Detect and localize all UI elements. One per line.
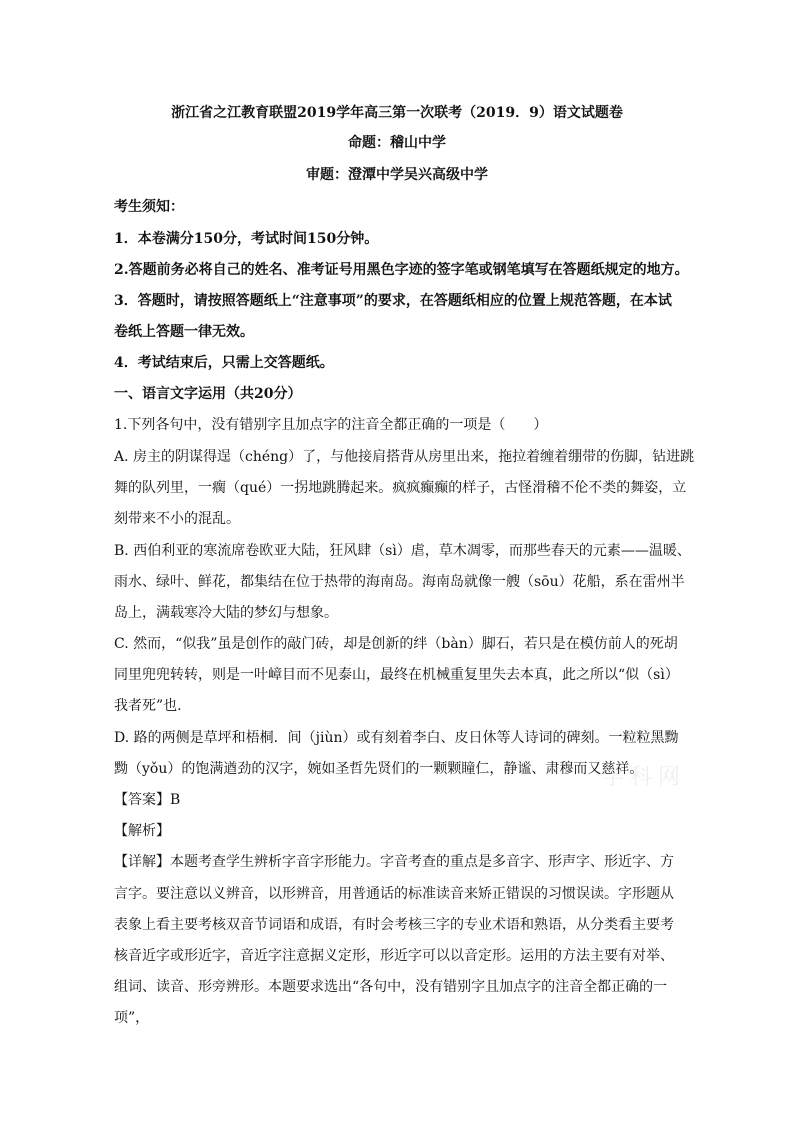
reviewer-line: 审题：澄潭中学吴兴高级中学 xyxy=(306,167,488,183)
option-c-line-1: C. 然而，“似我”虽是创作的敲门砖，却是创新的绊（bàn）脚石，若只是在模仿前人的死胡 xyxy=(114,636,678,652)
notice-heading: 考生须知： xyxy=(114,199,184,215)
setter-line: 命题：稽山中学 xyxy=(348,135,446,151)
notice-item-2: 2.答题前务必将自己的姓名、准考证号用黑色字迹的签字笔或钢笔填写在答题纸规定的地方。 xyxy=(114,262,689,278)
option-b-line-2: 雨水、绿叶、鲜花，都集结在位于热带的海南岛。海南岛就像一艘（sōu）花船，系在雷州半 xyxy=(114,574,685,590)
explanation-line-4: 核音近字或形近字，音近字注意据义定形，形近字可以以音定形。运用的方法主要有对举、 xyxy=(114,948,674,964)
option-b-line-1: B. 西伯利亚的寒流席卷欧亚大陆，狂风肆（sì）虐，草木凋零，而那些春天的元素——温暖、 xyxy=(114,543,691,559)
answer-label: 【答案】B xyxy=(114,792,181,808)
explanation-line-1: 【详解】本题考查学生辨析字音字形能力。字音考查的重点是多音字、形声字、形近字、方 xyxy=(114,854,674,870)
notice-item-3-line-1: 3．答题时，请按照答题纸上“注意事项”的要求，在答题纸相应的位置上规范答题，在本试 xyxy=(114,293,672,309)
notice-item-4: 4．考试结束后，只需上交答题纸。 xyxy=(114,355,334,371)
option-a-line-2: 舞的队列里，一瘸（qué）一拐地跳腾起来。疯疯癫癫的样子，古怪滑稽不伦不类的舞姿，立 xyxy=(114,480,687,496)
option-b-line-3: 岛上，满载寒冷大陆的梦幻与想象。 xyxy=(114,605,338,621)
explanation-line-3: 表象上看主要考核双音节词语和成语，有时会考核三字的专业术语和熟语，从分类看主要考 xyxy=(114,917,674,933)
notice-item-3-line-2: 卷纸上答题一律无效。 xyxy=(114,324,254,340)
option-a-line-3: 刻带来不小的混乱。 xyxy=(114,511,240,527)
section-heading: 一、语言文字运用（共20分） xyxy=(114,386,302,402)
notice-item-1: 1．本卷满分150分，考试时间150分钟。 xyxy=(114,231,379,247)
exam-title: 浙江省之江教育联盟2019学年高三第一次联考（2019．9）语文试题卷 xyxy=(171,105,623,121)
option-d-line-2: 黝（yǒu）的饱满遒劲的汉字，婉如圣哲先贤们的一颗颗瞳仁，静谧、肃穆而又慈祥。 xyxy=(114,761,644,777)
explanation-line-5: 组词、读音、形旁辨形。本题要求选出“各句中，没有错别字且加点字的注音全都正确的一 xyxy=(114,979,668,995)
option-d-line-1: D. 路的两侧是草坪和梧桐．间（jiùn）或有刻着李白、皮日休等人诗词的碑刻。一粒粒黑黝 xyxy=(114,730,679,746)
watermark: 学科网 xyxy=(602,765,687,790)
analysis-label: 【解析】 xyxy=(114,823,170,839)
option-a-line-1: A. 房主的阴谋得逞（chéng）了，与他接肩搭背从房里出来，拖拉着缠着绷带的伤脚，钻进跳 xyxy=(114,449,695,465)
option-c-line-2: 同里兜兜转转，则是一叶嶂目而不见泰山，最终在机械重复里失去本真，此之所以“似（sì） xyxy=(114,667,679,683)
explanation-line-2: 言字。要注意以义辨音，以形辨音，用普通话的标准读音来矫正错误的习惯误读。字形题从 xyxy=(114,886,674,902)
question-stem: 1.下列各句中，没有错别字且加点字的注音全都正确的一项是（ ） xyxy=(114,417,548,433)
option-c-line-3: 我者死”也. xyxy=(114,698,182,714)
explanation-line-6: 项”， xyxy=(114,1010,150,1026)
